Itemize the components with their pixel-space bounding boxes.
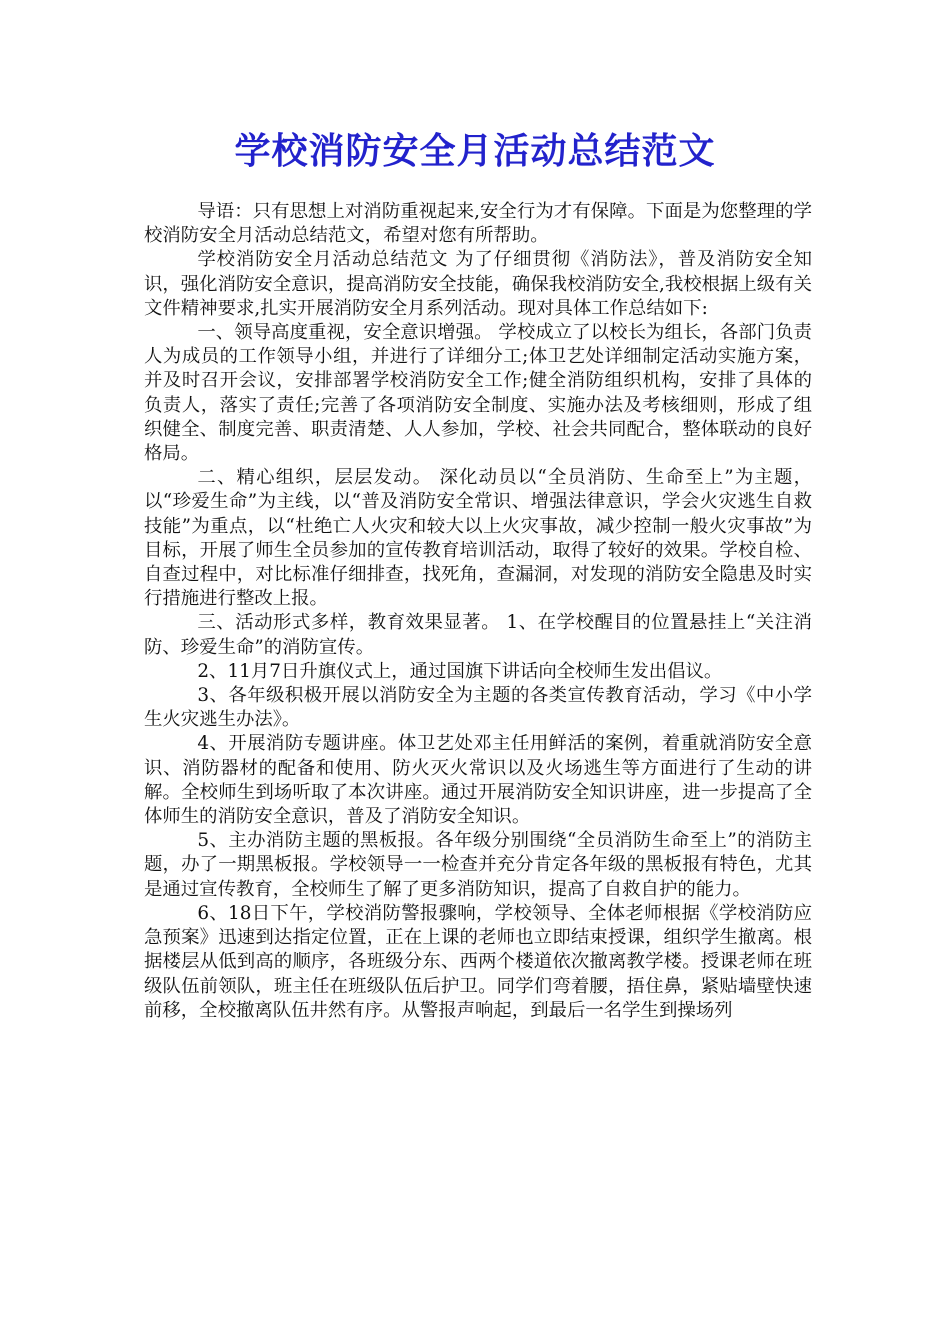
body-paragraph: 2、11月7日升旗仪式上，通过国旗下讲话向全校师生发出倡议。 xyxy=(197,660,723,682)
body-paragraph: 三、活动形式多样，教育效果显著。 1、在学校醒目的位置悬挂上“关注消防、珍爱生命”的消防宣传。 xyxy=(144,612,812,658)
intro-paragraph: 导语：只有思想上对消防重视起来,安全行为才有保障。下面是为您整理的学校消防安全月活动总结范文，希望对您有所帮助。 xyxy=(144,201,812,247)
document-body xyxy=(144,200,812,1023)
body-paragraph: 6、18日下午，学校消防警报骤响，学校领导、全体老师根据《学校消防应急预案》迅速到达指定位置，正在上课的老师也立即结束授课，组织学生撤离。根据楼层从低到高的顺序，各班级分东、西两个楼道依次撤离教学楼。授课老师在班级队伍前领队，班主任在班级队伍后护卫。同学们弯着腰，捂住鼻，紧贴墙壁快速前移，全校撤离队伍井然有序。从警报声响起，到最后一名学生到操场列 xyxy=(144,902,812,1021)
body-paragraph: 二、精心组织，层层发动。 深化动员以“全员消防、生命至上”为主题，以“珍爱生命”为主线，以“普及消防安全常识、增强法律意识，学会火灾逃生自救技能”为重点，以“杜绝亡人火灾和较大以上火灾事故，减少控制一般火灾事故”为目标，开展了师生全员参加的宣传教育培训活动，取得了较好的效果。学校自检、自查过程中，对比标准仔细排查，找死角，查漏洞，对发现的消防安全隐患及时实行措施进行整改上报。 xyxy=(144,467,812,610)
document-title: 学校消防安全月活动总结范文 xyxy=(234,130,716,172)
body-paragraph: 一、领导高度重视，安全意识增强。 学校成立了以校长为组长，各部门负责人为成员的工作领导小组，并进行了详细分工;体卫艺处详细制定活动实施方案，并及时召开会议，安排部署学校消防安全工作;健全消防组织机构，安排了具体的负责人，落实了责任;完善了各项消防安全制度、实施办法及考核细则，形成了组织健全、制度完善、职责清楚、人人参加，学校、社会共同配合，整体联动的良好格局。 xyxy=(144,322,812,465)
body-paragraph: 3、各年级积极开展以消防安全为主题的各类宣传教育活动，学习《中小学生火灾逃生办法》。 xyxy=(144,685,812,731)
body-paragraph: 5、主办消防主题的黑板报。各年级分别围绕“全员消防生命至上”的消防主题，办了一期黑板报。学校领导一一检查并充分肯定各年级的黑板报有特色，尤其是通过宣传教育，全校师生了解了更多消防知识，提高了自救自护的能力。 xyxy=(144,830,812,900)
body-paragraph: 学校消防安全月活动总结范文 为了仔细贯彻《消防法》，普及消防安全知识，强化消防安全意识，提高消防安全技能，确保我校消防安全,我校根据上级有关文件精神要求,扎实开展消防安全月系列活动。现对具体工作总结如下: xyxy=(144,249,812,319)
body-paragraph: 4、开展消防专题讲座。体卫艺处邓主任用鲜活的案例，着重就消防安全意识、消防器材的配备和使用、防火灭火常识以及火场逃生等方面进行了生动的讲解。全校师生到场听取了本次讲座。通过开展消防安全知识讲座，进一步提高了全体师生的消防安全意识，普及了消防安全知识。 xyxy=(144,733,812,828)
